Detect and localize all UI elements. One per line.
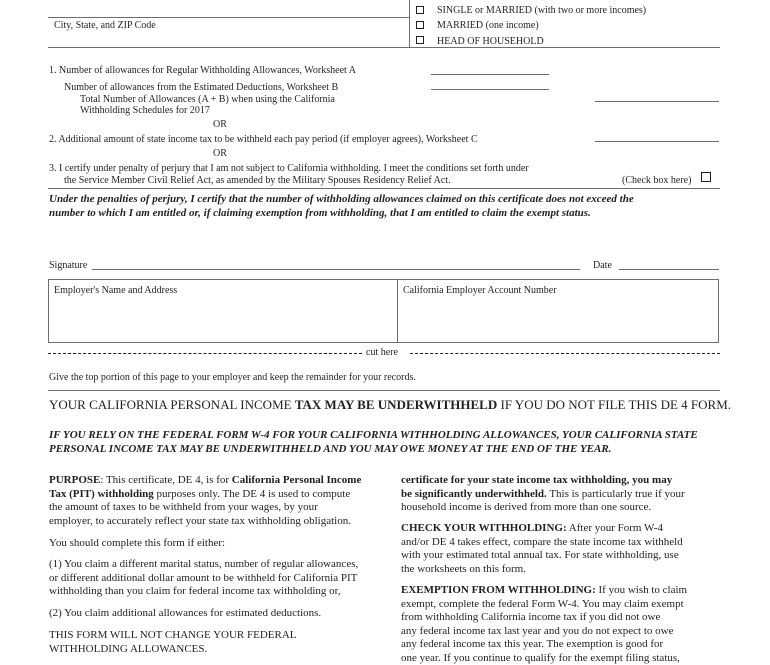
employer-account-input[interactable] — [399, 298, 717, 341]
signature-input[interactable] — [92, 269, 580, 270]
total-allowances-line2: Withholding Schedules for 2017 — [80, 105, 210, 117]
reason-1-line2: or different additional dollar amount to be withheld for California PIT — [49, 572, 379, 586]
status-single-label: SINGLE or MARRIED (with two or more incomes) — [437, 5, 646, 17]
reason-1-paragraph — [49, 558, 379, 599]
status-married-label: MARRIED (one income) — [437, 20, 539, 32]
allowance-a-input[interactable] — [431, 74, 549, 75]
allowance-item-3-line1: 3. I certify under penalty of perjury that I am not subject to California withholding. I meet the conditions set forth under — [49, 163, 529, 175]
filing-status-divider — [409, 0, 410, 48]
perjury-line1: Under the penalties of perjury, I certify that the number of withholding allowances claimed on this certificate does not exceed the — [49, 193, 634, 206]
exemption-line1-rest: If you wish to claim — [596, 584, 687, 596]
allowance-item-1-label: 1. Number of allowances for Regular Withholding Allowances, Worksheet A — [49, 65, 356, 77]
or-separator-2: OR — [213, 148, 227, 160]
purpose-line2a: Tax (PIT) withholding — [49, 488, 154, 500]
allowance-item-1b-label: Number of allowances from the Estimated Deductions, Worksheet B — [64, 82, 338, 94]
keep-records-text: Give the top portion of this page to your employer and keep the remainder for your records. — [49, 372, 416, 384]
check-withholding-line2: and/or DE 4 takes effect, compare the state income tax withheld — [401, 536, 731, 550]
purpose-heading: PURPOSE — [49, 474, 100, 486]
federal-notice-line2: PERSONAL INCOME TAX MAY BE UNDERWITHHELD AND YOU MAY OWE MONEY AT THE END OF THE YEAR. — [49, 443, 611, 456]
cut-here-label: cut here — [366, 347, 398, 359]
certificate-line2 — [401, 488, 731, 502]
purpose-line1b: California Personal Income — [232, 474, 362, 486]
will-not-change-line2: WITHHOLDING ALLOWANCES. — [49, 643, 297, 657]
certificate-line1 — [401, 474, 731, 488]
top-border-line — [48, 17, 410, 18]
check-withholding-paragraph — [401, 522, 731, 576]
cut-line-left — [48, 353, 362, 354]
check-withholding-line3: with your estimated total annual tax. For state withholding, use — [401, 549, 731, 563]
employer-account-label: California Employer Account Number — [403, 285, 557, 297]
or-separator-1: OR — [213, 119, 227, 131]
status-single-checkbox[interactable] — [416, 6, 424, 14]
purpose-line1 — [49, 474, 379, 488]
check-withholding-line4: the worksheets on this form. — [401, 563, 731, 577]
total-allowances-line1: Total Number of Allowances (A + B) when using the California — [80, 94, 335, 106]
employer-box-divider — [397, 280, 398, 342]
exemption-line2: exempt, complete the federal Form W-4. You may claim exempt — [401, 598, 731, 612]
federal-notice-line1: IF YOU RELY ON THE FEDERAL FORM W-4 FOR YOUR CALIFORNIA WITHHOLDING ALLOWANCES, YOUR CALIFORNIA STATE — [49, 429, 698, 442]
certificate-line2-bold: be significantly underwithheld. — [401, 488, 547, 500]
status-head-checkbox[interactable] — [416, 36, 424, 44]
city-bottom-line — [48, 47, 410, 48]
purpose-line2b: purposes only. The DE 4 is used to compute — [154, 488, 350, 500]
purpose-line2 — [49, 488, 379, 502]
purpose-line1a: : This certificate, DE 4, is for — [100, 474, 231, 486]
reason-1-line1: (1) You claim a different marital status, number of regular allowances, — [49, 558, 379, 572]
allowance-item-2-label: 2. Additional amount of state income tax to be withheld each pay period (if employer agrees), Worksheet C — [49, 134, 478, 146]
employer-name-input[interactable] — [50, 298, 395, 341]
city-state-zip-label: City, State, and ZIP Code — [54, 20, 156, 32]
should-complete-text: You should complete this form if either: — [49, 537, 225, 551]
status-married-checkbox[interactable] — [416, 21, 424, 29]
purpose-paragraph — [49, 474, 379, 528]
instructions-divider — [48, 390, 720, 391]
employer-name-label: Employer's Name and Address — [54, 285, 177, 297]
underwithheld-bold: TAX MAY BE UNDERWITHHELD — [295, 397, 497, 412]
exempt-checkbox[interactable] — [701, 172, 711, 182]
underwithheld-heading — [49, 397, 731, 413]
certificate-line3: household income is derived from more than one source. — [401, 501, 731, 515]
section-divider — [48, 188, 720, 189]
allowance-item-3-line2: the Service Member Civil Relief Act, as amended by the Military Spouses Residency Relief Act. — [64, 175, 451, 187]
certificate-line2-rest: This is particularly true if your — [547, 488, 685, 500]
reason-2-text: (2) You claim additional allowances for estimated deductions. — [49, 607, 321, 621]
check-withholding-line1-rest: After your Form W-4 — [567, 522, 663, 534]
perjury-line2: number to which I am entitled or, if claiming exemption from withholding, that I am entitled to claim the exempt status. — [49, 207, 591, 220]
exemption-line6: one year. If you continue to qualify for the exempt filing status, — [401, 652, 731, 665]
exemption-line4: any federal income tax last year and you do not expect to owe — [401, 625, 731, 639]
underwithheld-suffix: IF YOU DO NOT FILE THIS DE 4 FORM. — [497, 397, 731, 412]
exemption-heading: EXEMPTION FROM WITHHOLDING: — [401, 584, 596, 596]
signature-label: Signature — [49, 260, 87, 272]
date-label: Date — [593, 260, 612, 272]
date-input[interactable] — [619, 269, 719, 270]
check-withholding-line1 — [401, 522, 731, 536]
check-withholding-heading: CHECK YOUR WITHHOLDING: — [401, 522, 567, 534]
will-not-change-paragraph — [49, 629, 297, 656]
allowance-b-input[interactable] — [431, 89, 549, 90]
exemption-line3: from withholding California income tax if you did not owe — [401, 611, 731, 625]
will-not-change-line1: THIS FORM WILL NOT CHANGE YOUR FEDERAL — [49, 629, 297, 643]
underwithheld-prefix: YOUR CALIFORNIA PERSONAL INCOME — [49, 397, 295, 412]
total-allowances-input[interactable] — [595, 101, 719, 102]
certificate-line1-bold: certificate for your state income tax withholding, you may — [401, 474, 672, 486]
exemption-line5: any federal income tax this year. The exemption is good for — [401, 638, 731, 652]
reason-1-line3: withholding than you claim for federal income tax withholding or, — [49, 585, 379, 599]
check-box-label: (Check box here) — [622, 175, 691, 187]
cut-line-right — [410, 353, 720, 354]
status-head-label: HEAD OF HOUSEHOLD — [437, 36, 544, 48]
exemption-paragraph — [401, 584, 731, 665]
certificate-paragraph — [401, 474, 731, 515]
purpose-line3: the amount of taxes to be withheld from your wages, by your — [49, 501, 379, 515]
purpose-line4: employer, to accurately reflect your state tax withholding obligation. — [49, 515, 379, 529]
exemption-line1 — [401, 584, 731, 598]
additional-amount-input[interactable] — [595, 141, 719, 142]
